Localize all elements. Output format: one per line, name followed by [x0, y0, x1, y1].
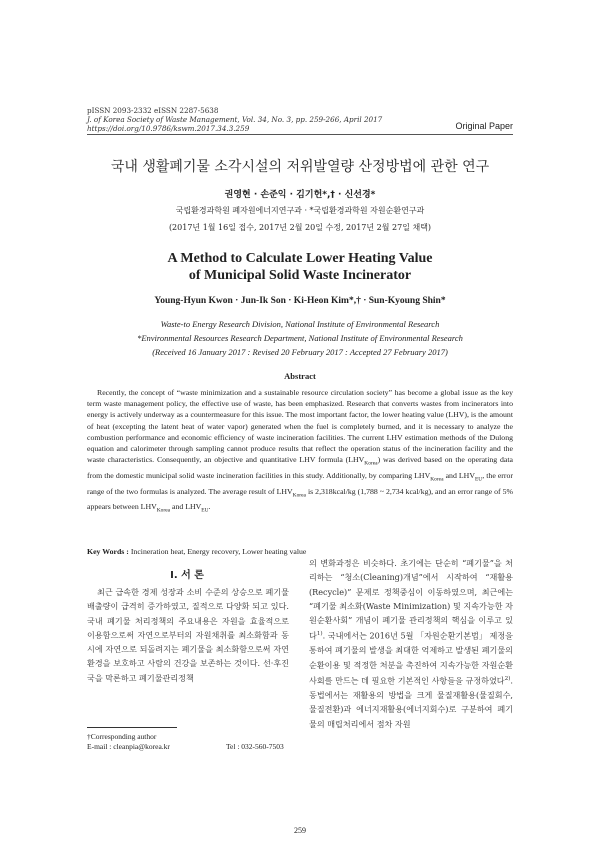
body-column-left: 최근 급속한 경제 성장과 소비 수준의 상승으로 폐기물 배출량이 급격히 증가하였고, 질적으로 다양화 되고 있다. 국내 폐기물 처리정책의 주요내용은 자원을 효율적으로 이용함으로써 자연으로부터의 자원채취를 최소화함과 동시에 자연으로 되돌려지는 폐기물을 최소화함으로써 자연환경을 보호하고 사람의 건강을 보존하는 것이다. 선·후진국을 막론하고 폐기물관리정책: [87, 587, 289, 683]
corresponding-author-label: †Corresponding author: [87, 732, 157, 741]
korean-title: 국내 생활폐기물 소각시설의 저위발열량 산정방법에 관한 연구: [110, 159, 490, 175]
english-affiliation-1: Waste-to Energy Research Division, National Institute of Environmental Research: [160, 319, 440, 329]
paper-type-label: Original Paper: [455, 121, 513, 131]
issn-line: pISSN 2093-2332 eISSN 2287-5638: [87, 106, 219, 115]
doi-link[interactable]: https://doi.org/10.9786/kswm.2017.34.3.259: [87, 124, 250, 133]
corresponding-email: E-mail : cleanpia@korea.kr: [87, 742, 170, 751]
english-title-line2: of Municipal Solid Waste Incinerator: [188, 268, 412, 283]
abstract-heading: Abstract: [284, 371, 316, 381]
header-rule: [87, 134, 513, 135]
body-column-right: 의 변화과정은 비슷하다. 초기에는 단순히 “폐기물”을 처리하는 “청소(Cleaning)개념”에서 시작하여 “재활용(Recycle)” 문제로 정책중심이 이동하였으며, 최근에는 “폐기물 최소화(Waste Minimization) 및 지속가능한 자원순환사회” 개념이 폐기물 관리정책의 핵심을 이루고 있다$^{1)}$. 국내에서는 2016년 5월 「자원순환기본법」 제정을 통하여 폐기물의 발생을 최대한 억제하고 발생된 폐기물의 순환이용 및 적정한 처분을 촉진하여 지속가능한 자원순환사회를 만드는 데 필요한 기본적인 사항들을 규정하였다$^{2)}$. 동법에서는 재활용의 방법을 크게 물질재활용(물질회수, 물질전환)과 에너지재활용(에너지회수)로 구분하여 폐기물의 매립처리에서 점차 자원: [309, 558, 513, 729]
korean-dates: (2017년 1월 16일 접수, 2017년 2월 20일 수정, 2017년 2월 27일 채택): [168, 223, 432, 232]
english-authors: Young-Hyun Kwon · Jun-Ik Son · Ki-Heon Kim*,† · Sun-Kyoung Shin*: [154, 296, 446, 306]
footnote-rule: [87, 727, 177, 728]
korean-affiliation: 국립환경과학원 폐자원에너지연구과 · *국립환경과학원 자원순환연구과: [175, 206, 425, 215]
corresponding-tel: Tel : 032-560-7503: [226, 742, 284, 751]
journal-citation: J. of Korea Society of Waste Management, Vol. 34, No. 3, pp. 259-266, April 2017: [87, 115, 383, 124]
english-dates: (Received 16 January 2017 : Revised 20 February 2017 : Accepted 27 February 2017): [152, 347, 448, 357]
english-affiliation-2: *Environmental Resources Research Department, National Institute of Environmental Research: [137, 333, 463, 343]
korean-authors: 권영현 · 손준익 · 김기헌*,† · 신선경*: [224, 190, 376, 200]
keywords: Key Words : Incineration heat, Energy recovery, Lower heating value: [87, 547, 307, 556]
english-title-line1: A Method to Calculate Lower Heating Value: [167, 251, 433, 266]
abstract-body: Recently, the concept of “waste minimization and a sustainable resource circulation society” has become a global issue as the key term waste management policy, the effective use of waste, has been emphasized. Research that converts wastes from incinerators into energy is actively underway as a countermeasure for this issue. The most important factor, the lower heating value (LHV), is the amount of heat (excepting the latent heat of water vapor) generated when the fuel is completely burned, and it is necessary to analyze the combustion performance and economic efficiency of waste incineration facilities. The current LHV estimation methods of the Dulong equation and calorimeter through sampling cannot produce results that reflect the operation status of the incineration facility and the waste characteristics. Consequently, an objective and quantitative LHV formula $(LHV_{Korea})$ was derived based on the operating data from the domestic municipal solid waste incineration facilities in this study. Additionally, by comparing $LHV_{Korea}$ and $LHV_{EU}$, the error range of the two formulas is analyzed. The average result of $LHV_{Korea}$ is 2,318kcal/kg (1,788 ~ 2,734 kcal/kg), and an error range of 5% appears between $LHV_{Korea}$ and $LHV_{EU}$.: [87, 388, 513, 515]
page-number: 259: [294, 826, 306, 835]
section-heading-introduction: I. 서 론: [170, 570, 204, 581]
